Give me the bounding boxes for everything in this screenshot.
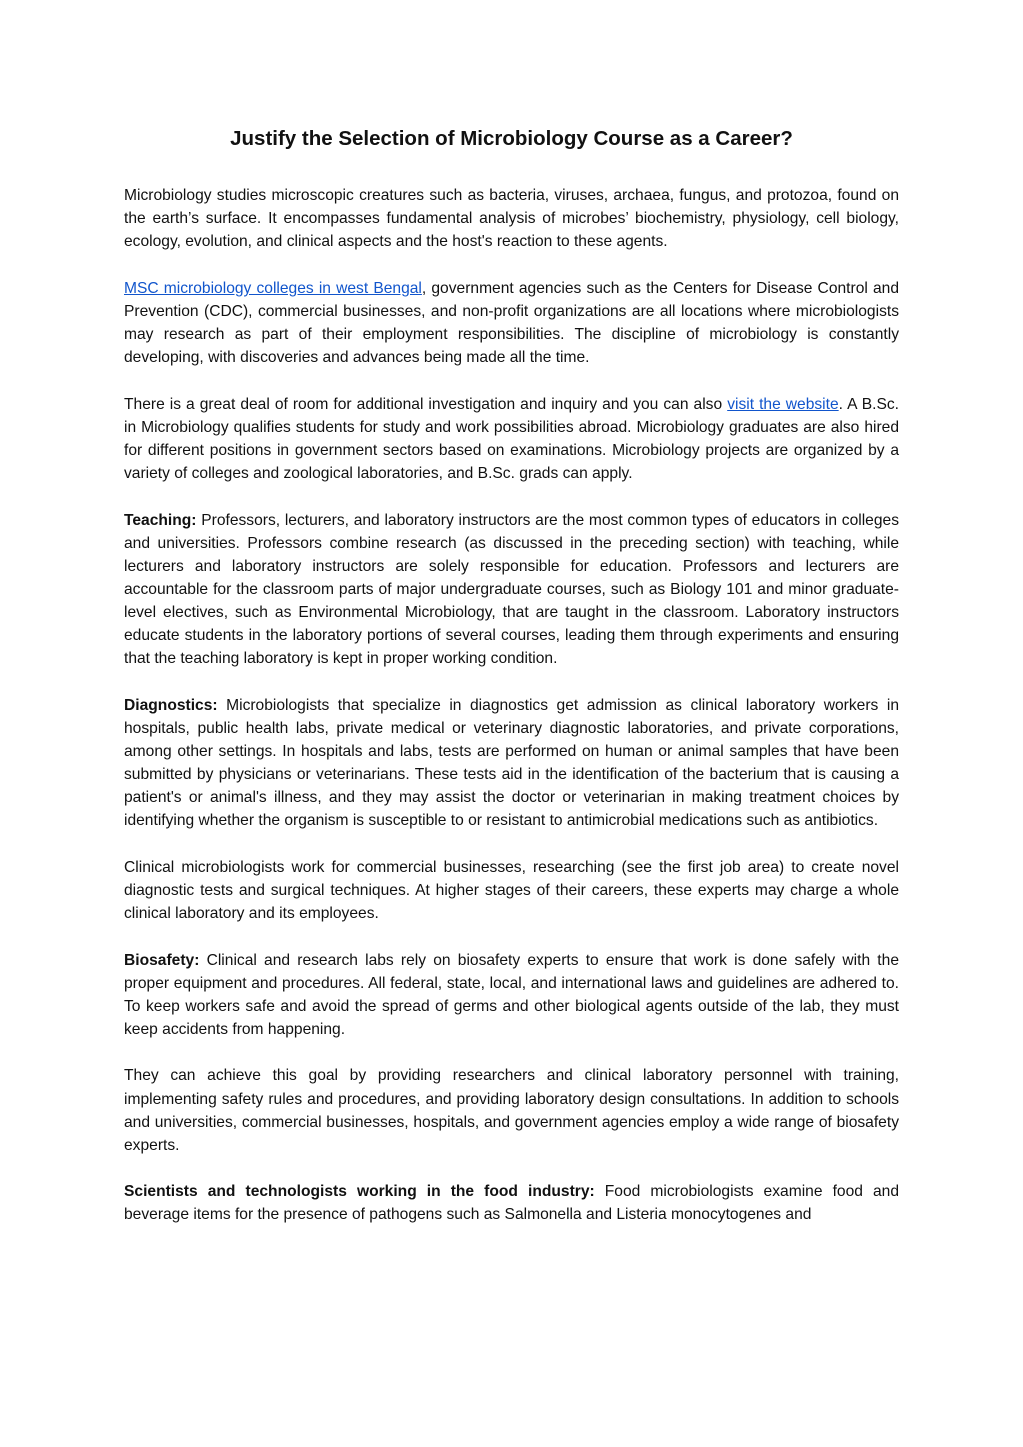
teaching-heading: Teaching: [124,511,197,529]
colleges-paragraph-text: , government agencies such as the Centers for Disease Control and Prevention (CDC), commercial businesses, and non-profit organizations are all locations where microbiologists may research as part of their employment responsibilities. The discipline of microbiology is constantly developing, with discoveries and advances being made all the time. [124,279,899,367]
visit-website-link[interactable]: visit the website [727,395,839,413]
diagnostics-heading: Diagnostics: [124,696,218,714]
page-title: Justify the Selection of Microbiology Course as a Career? [230,127,793,150]
food-industry-paragraph [124,1180,899,1226]
biosafety-paragraph [124,949,899,1041]
colleges-paragraph [124,277,899,369]
diagnostics-paragraph [124,694,899,833]
research-paragraph-text-end: . A B.Sc. in Microbiology qualifies students for study and work possibilities abroad. Microbiology graduates are also hired for different positions in government sectors based on examinations. Microbiology projects are organized by a variety of colleges and zoological laboratories, and B.Sc. grads can apply. [124,395,899,482]
biosafety-goal-paragraph: They can achieve this goal by providing researchers and clinical laboratory personnel with training, implementing safety rules and procedures, and providing laboratory design consultations. In addition to schools and universities, commercial businesses, hospitals, and government agencies employ a wide range of biosafety experts. [124,1067,899,1154]
document-page [124,124,899,1250]
research-paragraph-text-start: There is a great deal of room for additional investigation and inquiry and you can also [124,395,728,413]
intro-paragraph: Microbiology studies microscopic creatures such as bacteria, viruses, archaea, fungus, and protozoa, found on the earth’s surface. It encompasses fundamental analysis of microbes’ biochemistry, physiology, cell biology, ecology, evolution, and clinical aspects and the host's reaction to these agents. [124,187,899,251]
biosafety-heading: Biosafety: [124,951,200,969]
msc-colleges-link[interactable]: MSC microbiology colleges in west Bengal [124,279,422,297]
clinical-paragraph: Clinical microbiologists work for commercial businesses, researching (see the first job area) to create novel diagnostic tests and surgical techniques. At higher stages of their careers, these experts may charge a whole clinical laboratory and its employees. [124,858,899,922]
teaching-paragraph-text: Professors, lecturers, and laboratory instructors are the most common types of educators in colleges and universities. Professors combine research (as discussed in the preceding section) with teaching, while lecturers and laboratory instructors are solely responsible for education. Professors and lecturers are accountable for the classroom parts of major undergraduate courses, such as Biology 101 and minor graduate-level electives, such as Environmental Microbiology, that are taught in the classroom. Laboratory instructors educate students in the laboratory portions of several courses, leading them through experiments and ensuring that the teaching laboratory is kept in proper working condition. [124,511,899,668]
food-industry-paragraph-text: Food microbiologists examine food and beverage items for the presence of pathogens such as Salmonella and Listeria monocytogenes and [124,1183,899,1224]
research-paragraph [124,393,899,485]
food-industry-heading: Scientists and technologists working in the food industry: [124,1183,595,1201]
biosafety-paragraph-text: Clinical and research labs rely on biosafety experts to ensure that work is done safely with the proper equipment and procedures. All federal, state, local, and international laws and guidelines are adhered to. To keep workers safe and avoid the spread of germs and other biological agents outside of the lab, they must keep accidents from happening. [124,951,899,1038]
diagnostics-paragraph-text: Microbiologists that specialize in diagnostics get admission as clinical laboratory workers in hospitals, public health labs, private medical or veterinary diagnostic laboratories, and private corporations, among other settings. In hospitals and labs, tests are performed on human or animal samples that have been submitted by physicians or veterinarians. These tests aid in the identification of the bacterium that is causing a patient's or animal's illness, and they may assist the doctor or veterinarian in making treatment choices by identifying whether the organism is susceptible to or resistant to antimicrobial medications such as antibiotics. [124,696,899,830]
teaching-paragraph [124,509,899,671]
